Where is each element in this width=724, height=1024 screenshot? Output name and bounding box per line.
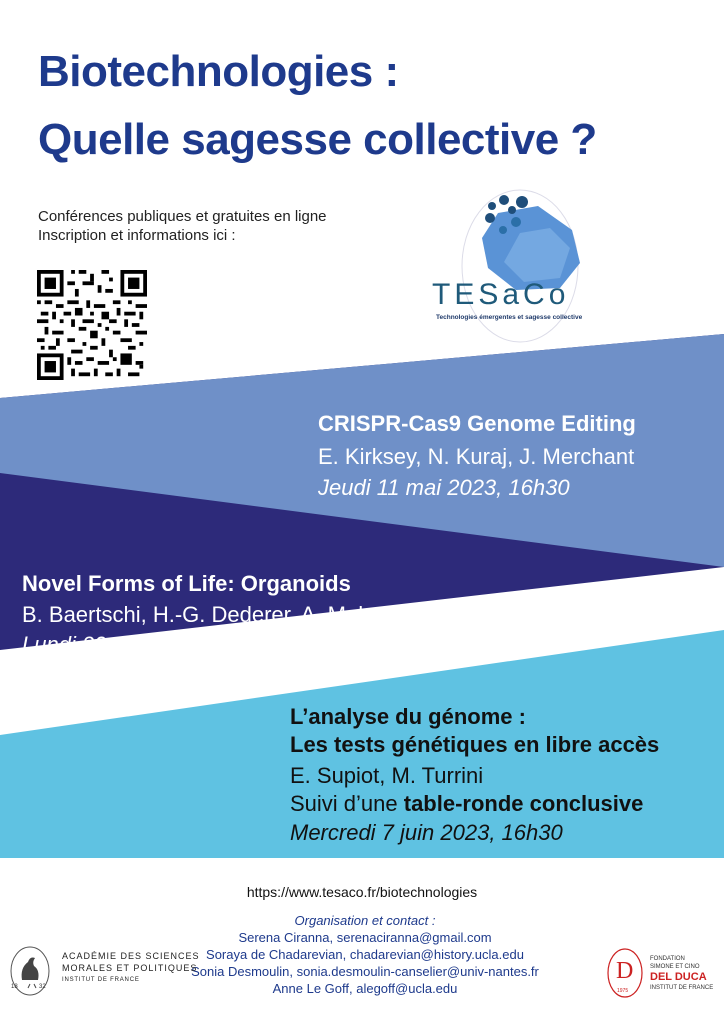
page-title-line2: Quelle sagesse collective ? [38,115,597,164]
academie-name [62,950,200,986]
academie-line2: MORALES ET POLITIQUES [62,963,198,973]
academie-year-right: 32 [39,984,46,990]
delduca-logo [606,946,644,1000]
event3-title-line2: Les tests génétiques en libre accès [290,732,660,757]
intro-line1: Conférences publiques et gratuites en ligne [38,208,327,225]
event3-speakers: E. Supiot, M. Turrini [290,763,484,788]
event1-title: CRISPR-Cas9 Genome Editing [318,411,636,436]
event3-followup-bold: table-ronde conclusive [403,791,644,816]
fondation-line1: FONDATION [650,956,685,962]
fondation-big: DEL DUCA [650,971,707,983]
contact-line[interactable]: Soraya de Chadarevian, chadarevian@history.ucla.edu [206,947,524,962]
event3-date: Mercredi 7 juin 2023, 16h30 [290,820,563,845]
contact-line[interactable]: Sonia Desmoulin, sonia.desmoulin-canselier@univ-nantes.fr [191,964,539,979]
event2-date: Lundi 22 mai 2023, 16h30 [22,632,277,657]
fondation-line2: SIMONE ET CINO [650,964,700,970]
event3-followup [290,790,643,818]
event2-title: Novel Forms of Life: Organoids [22,571,351,596]
event1-date: Jeudi 11 mai 2023, 16h30 [318,475,570,500]
website-link[interactable]: https://www.tesaco.fr/biotechnologies [246,884,478,900]
event3-followup-prefix: Suivi d’une [290,791,404,816]
page-title-line1: Biotechnologies : [38,47,399,96]
fondation-line3: INSTITUT DE FRANCE [650,985,714,991]
intro-line2: Inscription et informations ici : [38,227,236,244]
event3-title-line1: L’analyse du génome : [290,704,526,729]
event1-speakers: E. Kirksey, N. Kuraj, J. Merchant [318,444,635,469]
academie-year-left: 18 [11,984,18,990]
contact-line[interactable]: Anne Le Goff, alegoff@ucla.edu [272,981,458,996]
contact-line[interactable]: Serena Ciranna, serenaciranna@gmail.com [238,930,492,945]
academie-line1: ACADÉMIE DES SCIENCES [62,951,200,961]
academie-logo [8,944,52,998]
contact-block [170,912,560,997]
academie-line3: INSTITUT DE FRANCE [62,977,140,983]
logo-tagline: Technologies émergentes et sagesse collective [436,314,583,321]
fondation-name [650,955,713,992]
delduca-year: 1975 [617,988,629,994]
event2-speakers: B. Baertschi, H.-G. Dederer, A. Mahalatchimy [22,602,464,627]
delduca-monogram: D [616,958,634,984]
contact-heading: Organisation et contact : [294,913,436,928]
logo-name: TESaCo [432,278,570,311]
